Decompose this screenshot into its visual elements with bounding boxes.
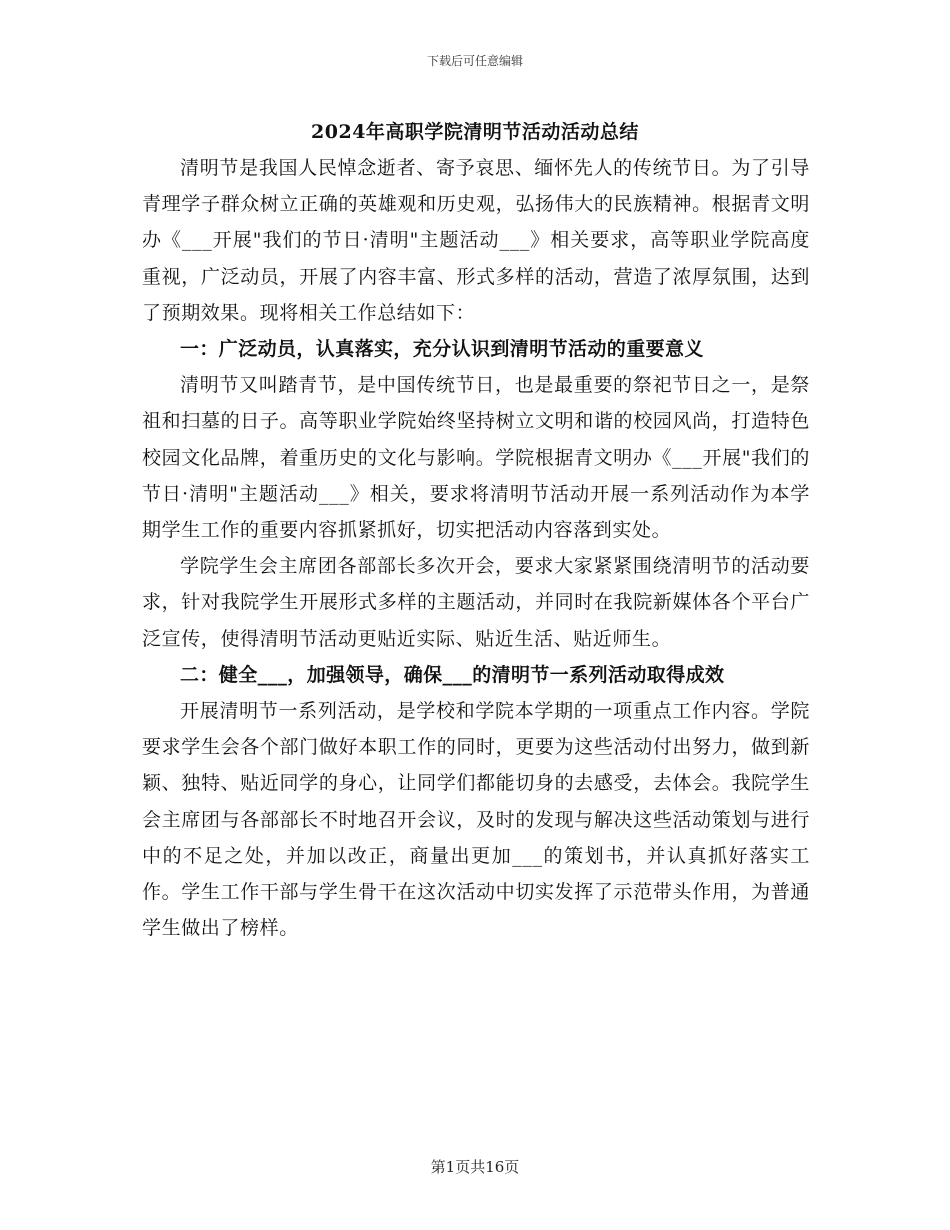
document-title: 2024年高职学院清明节活动活动总结 <box>311 121 639 143</box>
document-body <box>142 150 810 946</box>
paragraph-section1-b: 学院学生会主席团各部部长多次开会，要求大家紧紧围绕清明节的活动要求，针对我院学生开展形式多样的主题活动，并同时在我院新媒体各个平台广泛宣传，使得清明节活动更贴近实际、贴近生活、贴近师生。 <box>142 555 810 650</box>
paragraph-section2-a: 开展清明节一系列活动，是学校和学院本学期的一项重点工作内容。学院要求学生会各个部门做好本职工作的同时，更要为这些活动付出努力，做到新颖、独特、贴近同学的身心，让同学们都能切身的去感受，去体会。我院学生会主席团与各部部长不时地召开会议，及时的发现与解决这些活动策划与进行中的不足之处，并加以改正，商量出更加___的策划书，并认真抓好落实工作。学生工作干部与学生骨干在这次活动中切实发挥了示范带头作用，为普通学生做出了榜样。 <box>142 700 810 940</box>
paragraph-intro: 清明节是我国人民悼念逝者、寄予哀思、缅怀先人的传统节日。为了引导青理学子群众树立正确的英雄观和历史观，弘扬伟大的民族精神。根据青文明办《___开展"我们的节日·清明"主题活动___》相关要求，高等职业学院高度重视，广泛动员，开展了内容丰富、形式多样的活动，营造了浓厚氛围，达到了预期效果。现将相关工作总结如下： <box>142 157 810 324</box>
section-heading-1: 一：广泛动员，认真落实，充分认识到清明节活动的重要意义 <box>180 338 704 361</box>
section-heading-2: 二：健全___，加强领导，确保___的清明节一系列活动取得成效 <box>180 663 725 686</box>
paragraph-section1-a: 清明节又叫踏青节，是中国传统节日，也是最重要的祭祀节日之一，是祭祖和扫墓的日子。高等职业学院始终坚持树立文明和谐的校园风尚，打造特色校园文化品牌，着重历史的文化与影响。学院根据青文明办《___开展"我们的节日·清明"主题活动___》相关，要求将清明节活动开展一系列活动作为本学期学生工作的重要内容抓紧抓好，切实把活动内容落到实处。 <box>142 374 810 542</box>
header-note: 下载后可任意编辑 <box>426 54 523 68</box>
page-number-footer: 第1页共16页 <box>430 1158 520 1176</box>
